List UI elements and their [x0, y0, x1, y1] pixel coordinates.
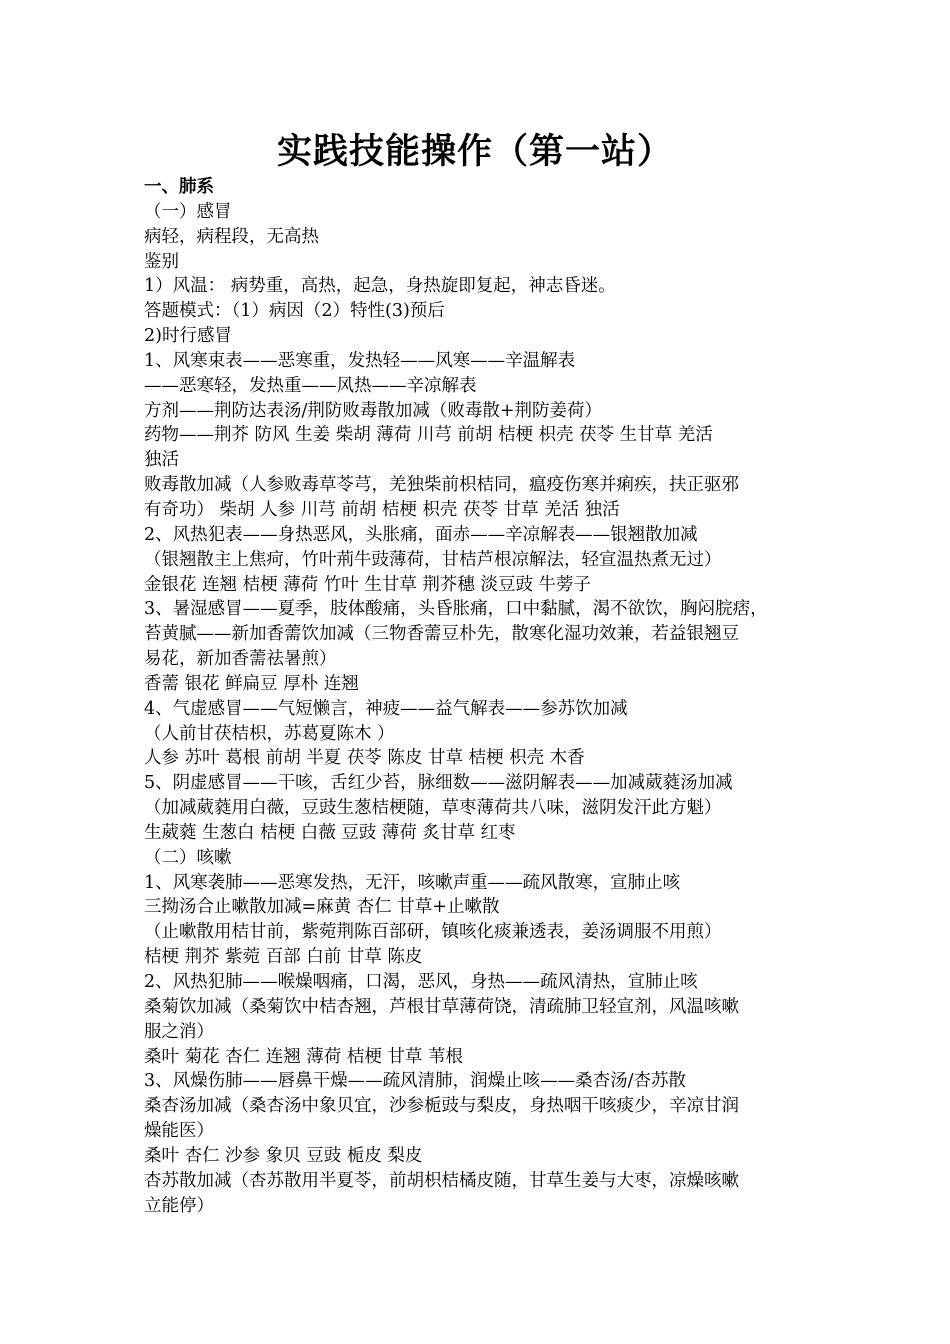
text-line: 桑叶 菊花 杏仁 连翘 薄荷 桔梗 甘草 苇根	[144, 1046, 463, 1067]
subsection-heading: （一）感冒	[144, 201, 232, 222]
text-line: 2、风热犯表——身热恶风，头胀痛，面赤——辛凉解表——银翘散加减	[144, 524, 698, 545]
text-line: 病轻，病程段，无高热	[144, 226, 319, 247]
document-title: 实践技能操作（第一站）	[276, 131, 673, 172]
text-line: 桑菊饮加减（桑菊饮中桔杏翘，芦根甘草薄荷饶，清疏肺卫轻宣剂，风温咳嗽	[144, 996, 739, 1017]
text-line: 3、风燥伤肺——唇鼻干燥——疏风清肺，润燥止咳——桑杏汤/杏苏散	[144, 1071, 687, 1092]
text-line: 苔黄腻——新加香薷饮加减（三物香薷豆朴先，散寒化湿功效兼，若益银翘豆	[144, 624, 739, 645]
text-line: （加减葳蕤用白薇，豆豉生葱桔梗随，草枣薄荷共八味，滋阴发汗此方魁）	[144, 798, 722, 819]
text-line: 金银花 连翘 桔梗 薄荷 竹叶 生甘草 荆芥穗 淡豆豉 牛蒡子	[144, 574, 592, 595]
text-line: 三拗汤合止嗽散加减=麻黄 杏仁 甘草+止嗽散	[144, 897, 500, 918]
text-line: 2、风热犯肺——喉燥咽痛，口渴，恶风，身热——疏风清热，宣肺止咳	[144, 972, 698, 992]
text-line: 桑叶 杏仁 沙参 象贝 豆豉 栀皮 梨皮	[144, 1145, 423, 1166]
text-line: 1、风寒袭肺——恶寒发热，无汗，咳嗽声重——疏风散寒，宣肺止咳	[144, 872, 681, 893]
text-line: 答题模式：（1）病因（2）特性(3)预后	[144, 301, 445, 322]
text-line: 1、风寒束表——恶寒重，发热轻——风寒——辛温解表	[144, 350, 576, 371]
text-line: 1）风温： 病势重，高热，起急，身热旋即复起，神志昏迷。	[144, 276, 616, 297]
text-line: 4、气虚感冒——气短懒言，神疲——益气解表——参苏饮加减	[144, 698, 628, 719]
text-line: （止嗽散用桔甘前，紫菀荆陈百部研，镇咳化痰兼透表，姜汤调服不用煎）	[144, 922, 722, 943]
text-line: 药物——荆芥 防风 生姜 柴胡 薄荷 川芎 前胡 桔梗 枳壳 茯苓 生甘草 羌活	[144, 425, 713, 446]
text-line: ——恶寒轻，发热重——风热——辛凉解表	[144, 375, 477, 396]
section-heading: 一、肺系	[144, 177, 214, 197]
text-line: 方剂——荆防达表汤/荆防败毒散加减（败毒散+荆防姜荷）	[144, 400, 603, 421]
text-line: 易花，新加香薷祛暑煎）	[144, 649, 337, 670]
text-line: 桔梗 荆芥 紫菀 百部 白前 甘草 陈皮	[144, 947, 423, 968]
text-line: 独活	[144, 450, 179, 471]
text-line: （银翘散主上焦疴，竹叶荊牛豉薄荷，甘桔芦根凉解法，轻宣温热煮无过）	[144, 549, 722, 570]
text-line: （人前甘茯桔枳，苏葛夏陈木 ）	[144, 723, 395, 744]
text-line: 有奇功） 柴胡 人参 川芎 前胡 桔梗 枳壳 茯苓 甘草 羌活 独活	[144, 499, 620, 520]
text-line: 生葳蕤 生葱白 桔梗 白薇 豆豉 薄荷 炙甘草 红枣	[144, 822, 516, 843]
text-line: 立能停）	[144, 1195, 214, 1216]
text-line: 5、阴虚感冒——干咳，舌红少苔，脉细数——滋阴解表——加减葳蕤汤加减	[144, 773, 733, 794]
text-line: 燥能医）	[144, 1121, 214, 1142]
document-body	[144, 175, 834, 1218]
text-line: 桑杏汤加减（桑杏汤中象贝宜，沙参栀豉与梨皮，身热咽干咳痰少，辛凉甘润	[144, 1096, 739, 1117]
text-line: 3、暑湿感冒——夏季，肢体酸痛，头昏胀痛，口中黏腻，渴不欲饮，胸闷脘痞，	[144, 599, 768, 620]
text-line: 服之消）	[144, 1021, 214, 1042]
text-line: 2)时行感冒	[144, 326, 232, 347]
text-line: 人参 苏叶 葛根 前胡 半夏 茯苓 陈皮 甘草 桔梗 枳壳 木香	[144, 748, 585, 769]
subsection-heading: （二）咳嗽	[144, 847, 232, 868]
text-line: 败毒散加减（人参败毒草苓芎，羌独柴前枳桔同，瘟疫伤寒并痢疾，扶正驱邪	[144, 475, 739, 496]
text-line: 香薷 银花 鲜扁豆 厚朴 连翘	[144, 673, 359, 694]
text-line: 杏苏散加减（杏苏散用半夏苓，前胡枳桔橘皮随，甘草生姜与大枣，凉燥咳嗽	[144, 1170, 739, 1191]
text-line: 鉴别	[144, 251, 179, 272]
